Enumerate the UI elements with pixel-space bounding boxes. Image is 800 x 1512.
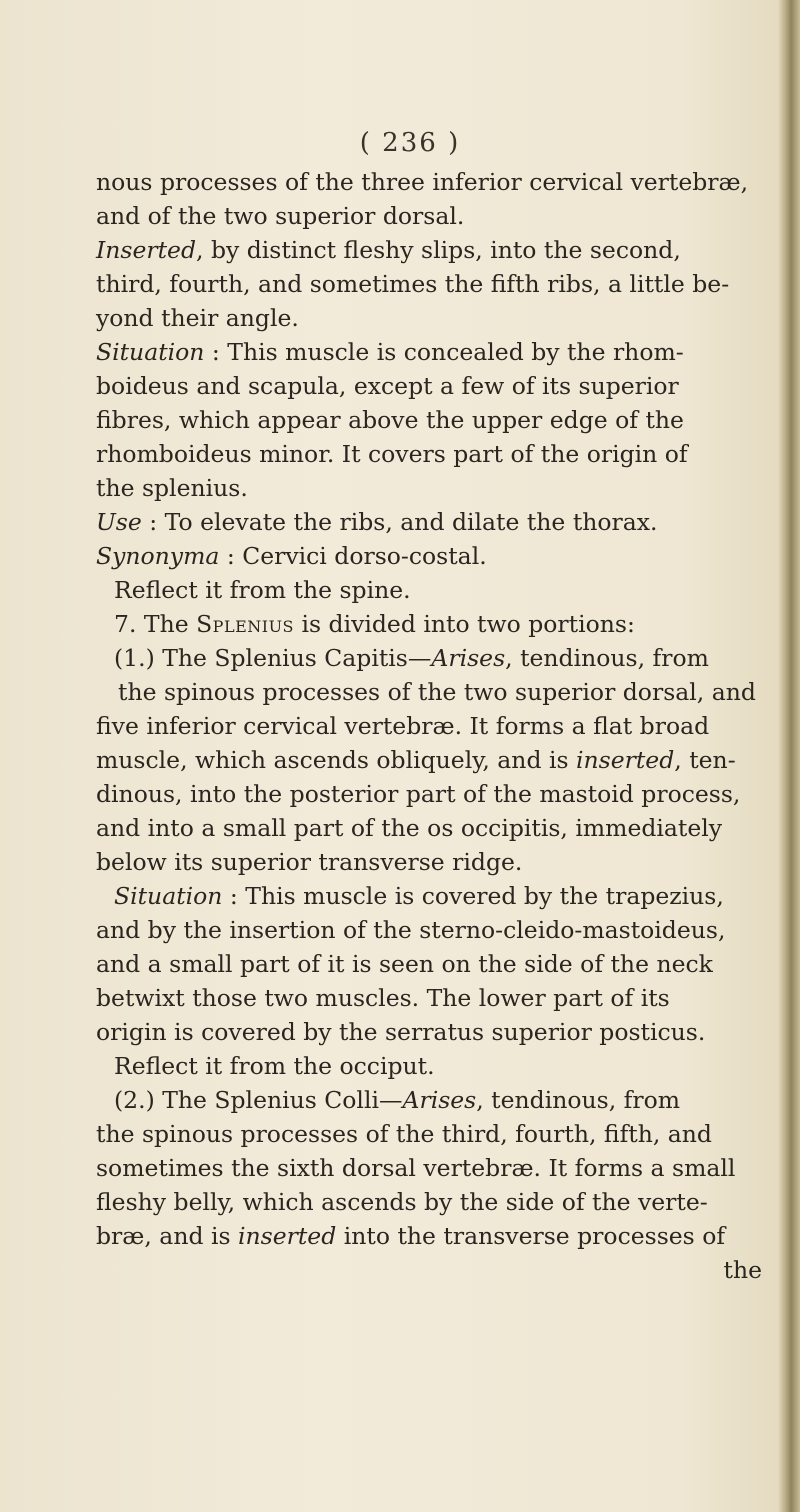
text-line: Use : To elevate the ribs, and dilate the thorax. bbox=[96, 508, 658, 536]
text-line: and of the two superior dorsal. bbox=[96, 202, 465, 230]
text-line: Inserted, by distinct fleshy slips, into the second, bbox=[96, 236, 681, 264]
page-gutter-shadow bbox=[778, 0, 800, 1512]
text-line: fibres, which appear above the upper edge of the bbox=[96, 406, 684, 434]
section-term: Use bbox=[96, 508, 142, 536]
text-line: Situation : This muscle is covered by the trapezius, bbox=[114, 882, 724, 910]
text-line: the splenius. bbox=[96, 474, 248, 502]
text-line: 7. The Splenius is divided into two portions: bbox=[114, 610, 635, 638]
text-line: the spinous processes of the third, fourth, fifth, and bbox=[96, 1120, 712, 1148]
text-line: origin is covered by the serratus superior posticus. bbox=[96, 1018, 706, 1046]
text-line: Reflect it from the spine. bbox=[114, 576, 411, 604]
text-line: dinous, into the posterior part of the mastoid process, bbox=[96, 780, 741, 808]
section-term: Arises bbox=[402, 1086, 477, 1114]
text-line: five inferior cervical vertebræ. It forms a flat broad bbox=[96, 712, 710, 740]
text-line: third, fourth, and sometimes the fifth ribs, a little be- bbox=[96, 270, 730, 298]
text-line: sometimes the sixth dorsal vertebræ. It forms a small bbox=[96, 1154, 736, 1182]
section-term: Synonyma bbox=[96, 542, 220, 570]
text-line: the spinous processes of the two superior dorsal, and bbox=[118, 678, 756, 706]
text-line: yond their angle. bbox=[96, 304, 299, 332]
section-term: Situation bbox=[114, 882, 223, 910]
text-line: below its superior transverse ridge. bbox=[96, 848, 523, 876]
text-line: muscle, which ascends obliquely, and is inserted, ten- bbox=[96, 746, 736, 774]
section-term: Situation bbox=[96, 338, 205, 366]
section-term: inserted bbox=[576, 746, 675, 774]
section-term: Inserted bbox=[96, 236, 197, 264]
text-line: Situation : This muscle is concealed by the rhom- bbox=[96, 338, 684, 366]
text-line: Reflect it from the occiput. bbox=[114, 1052, 435, 1080]
text-line: boideus and scapula, except a few of its superior bbox=[96, 372, 679, 400]
text-line: and into a small part of the os occipitis, immediately bbox=[96, 814, 723, 842]
section-term: Arises bbox=[431, 644, 506, 672]
text-line: betwixt those two muscles. The lower part of its bbox=[96, 984, 670, 1012]
text-line: rhomboideus minor. It covers part of the origin of bbox=[96, 440, 688, 468]
text-line: fleshy belly, which ascends by the side of the verte- bbox=[96, 1188, 708, 1216]
text-line: Synonyma : Cervici dorso-costal. bbox=[96, 542, 487, 570]
text-line: (2.) The Splenius Colli—Arises, tendinous, from bbox=[114, 1086, 681, 1114]
text-line: bræ, and is inserted into the transverse processes of bbox=[96, 1222, 726, 1250]
muscle-name: Splenius bbox=[196, 610, 295, 638]
text-line: and by the insertion of the sterno-cleido-mastoideus, bbox=[96, 916, 726, 944]
page-number: ( 236 ) bbox=[359, 128, 461, 158]
text-line: nous processes of the three inferior cervical vertebræ, bbox=[96, 168, 749, 196]
text-line: (1.) The Splenius Capitis—Arises, tendinous, from bbox=[114, 644, 709, 672]
catchword: the bbox=[723, 1256, 762, 1284]
body-text bbox=[96, 165, 776, 1287]
section-term: inserted bbox=[238, 1222, 337, 1250]
text-line: and a small part of it is seen on the side of the neck bbox=[96, 950, 713, 978]
